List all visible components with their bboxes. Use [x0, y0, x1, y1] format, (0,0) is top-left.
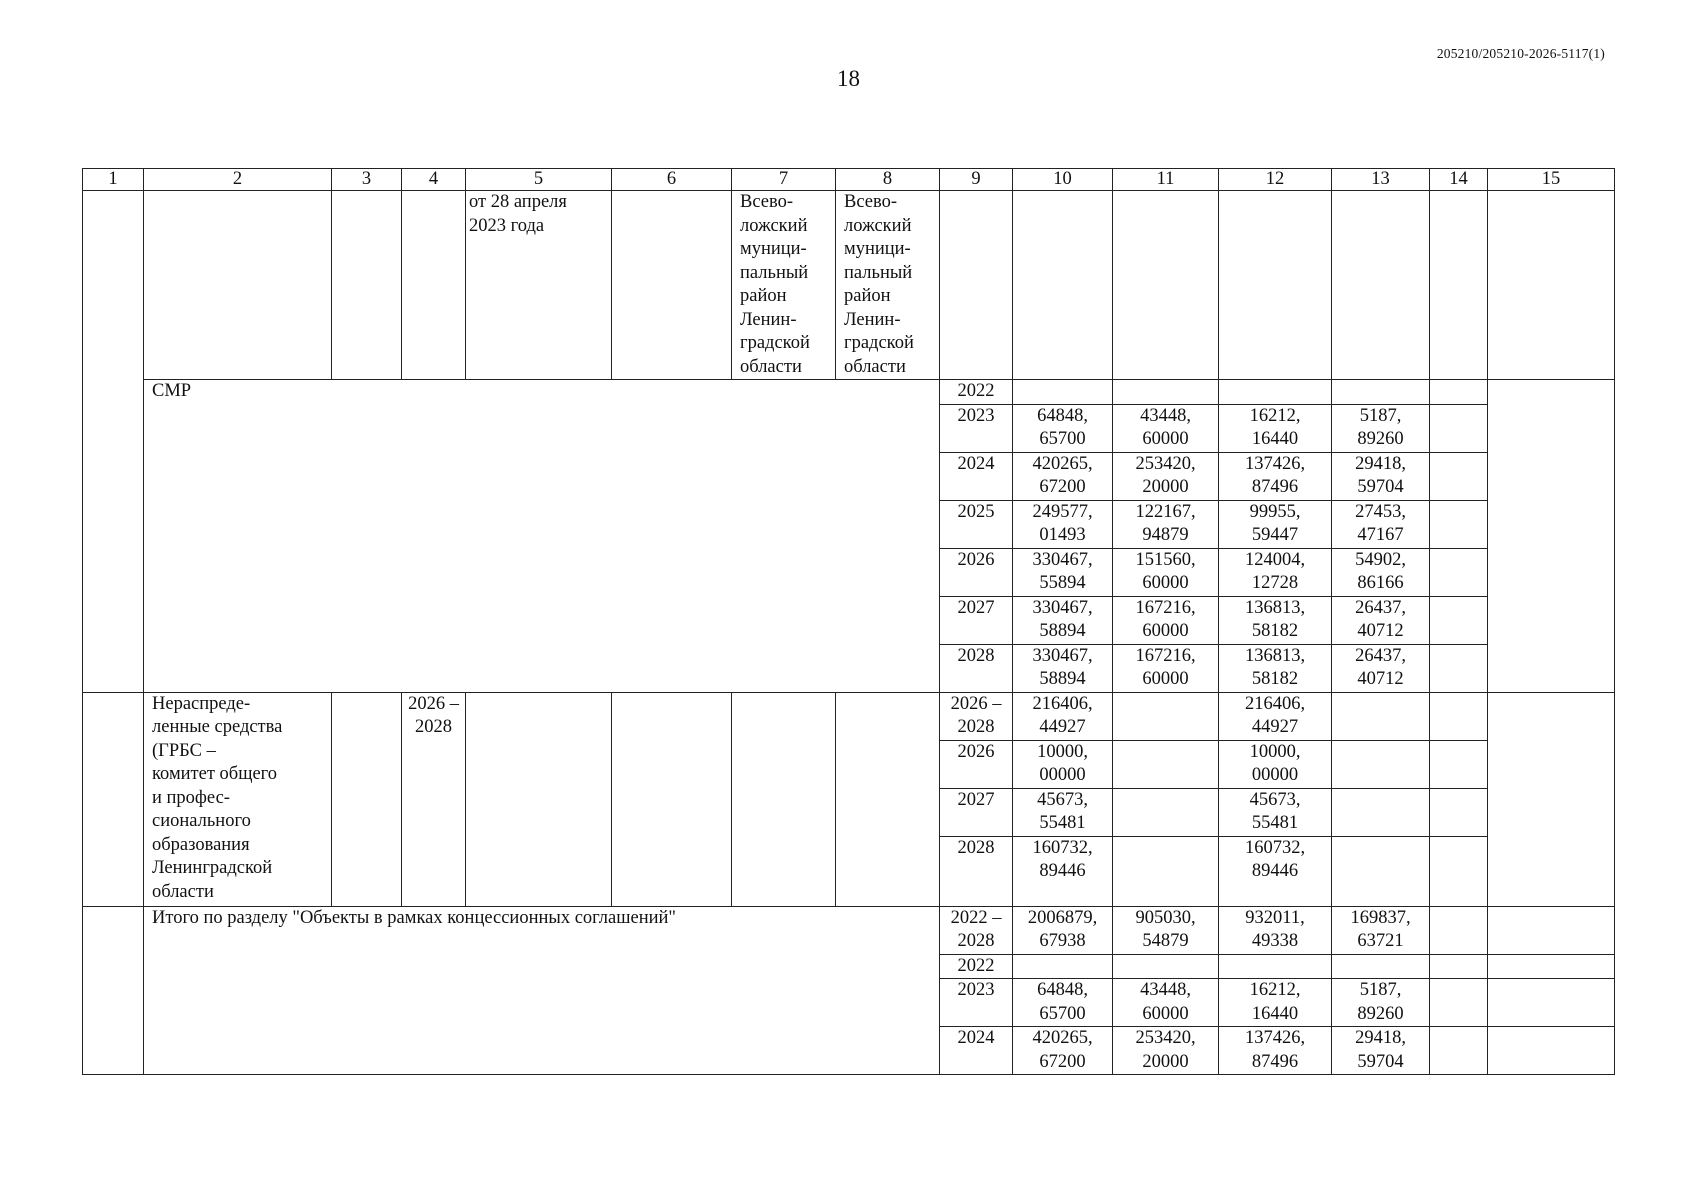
value-cell — [1332, 692, 1430, 740]
table-cell — [1113, 191, 1219, 380]
municipality-cell: Всево- ложский муници- пальный район Ленин- градской области — [836, 191, 940, 380]
table-cell — [1430, 596, 1488, 644]
year-cell: 2023 — [940, 404, 1013, 452]
value-cell — [1113, 788, 1219, 836]
year-cell: 2028 — [940, 644, 1013, 692]
value-cell: 167216, 60000 — [1113, 596, 1219, 644]
column-header: 13 — [1332, 169, 1430, 191]
value-cell — [1113, 954, 1219, 979]
year-cell: 2024 — [940, 452, 1013, 500]
value-cell: 905030, 54879 — [1113, 906, 1219, 954]
table-cell — [612, 692, 732, 906]
value-cell — [1113, 380, 1219, 405]
value-cell: 169837, 63721 — [1332, 906, 1430, 954]
table-cell — [1430, 788, 1488, 836]
column-header: 8 — [836, 169, 940, 191]
table-cell — [83, 191, 144, 693]
value-cell — [1332, 740, 1430, 788]
value-cell — [1332, 954, 1430, 979]
table-cell — [1332, 191, 1430, 380]
year-cell: 2028 — [940, 836, 1013, 906]
column-header: 3 — [332, 169, 402, 191]
value-cell: 330467, 58894 — [1013, 644, 1113, 692]
year-cell: 2027 — [940, 596, 1013, 644]
value-cell: 249577, 01493 — [1013, 500, 1113, 548]
column-header: 2 — [144, 169, 332, 191]
value-cell: 16212, 16440 — [1219, 979, 1332, 1027]
value-cell: 136813, 58182 — [1219, 596, 1332, 644]
table-cell — [332, 191, 402, 380]
table-cell — [1430, 644, 1488, 692]
value-cell — [1219, 380, 1332, 405]
table-cell — [732, 692, 836, 906]
table-cell — [1488, 1027, 1615, 1075]
value-cell: 64848, 65700 — [1013, 979, 1113, 1027]
table-cell — [1013, 191, 1113, 380]
value-cell — [1113, 692, 1219, 740]
year-cell: 2023 — [940, 979, 1013, 1027]
budget-table — [82, 168, 1615, 1075]
year-cell: 2022 — [940, 954, 1013, 979]
value-cell: 16212, 16440 — [1219, 404, 1332, 452]
table-cell — [1430, 548, 1488, 596]
value-cell: 160732, 89446 — [1219, 836, 1332, 906]
column-header: 6 — [612, 169, 732, 191]
document-code: 205210/205210-2026-5117(1) — [1436, 46, 1605, 61]
value-cell: 29418, 59704 — [1332, 452, 1430, 500]
value-cell: 99955, 59447 — [1219, 500, 1332, 548]
year-cell: 2024 — [940, 1027, 1013, 1075]
value-cell: 45673, 55481 — [1013, 788, 1113, 836]
table-cell — [1430, 1027, 1488, 1075]
table-cell — [83, 692, 144, 906]
year-cell: 2027 — [940, 788, 1013, 836]
value-cell: 27453, 47167 — [1332, 500, 1430, 548]
table-cell — [1430, 404, 1488, 452]
value-cell: 124004, 12728 — [1219, 548, 1332, 596]
page-number: 18 — [837, 66, 860, 91]
column-header: 10 — [1013, 169, 1113, 191]
smr-label: СМР — [144, 380, 940, 693]
value-cell: 45673, 55481 — [1219, 788, 1332, 836]
value-cell — [1013, 954, 1113, 979]
value-cell: 122167, 94879 — [1113, 500, 1219, 548]
value-cell: 54902, 86166 — [1332, 548, 1430, 596]
value-cell: 136813, 58182 — [1219, 644, 1332, 692]
value-cell: 5187, 89260 — [1332, 404, 1430, 452]
value-cell: 2006879, 67938 — [1013, 906, 1113, 954]
year-cell: 2022 — [940, 380, 1013, 405]
table-cell — [1430, 692, 1488, 740]
year-cell: 2026 — [940, 548, 1013, 596]
table-cell — [332, 692, 402, 906]
table-cell — [940, 191, 1013, 380]
value-cell — [1219, 954, 1332, 979]
value-cell: 330467, 58894 — [1013, 596, 1113, 644]
value-cell: 10000, 00000 — [1219, 740, 1332, 788]
column-header: 14 — [1430, 169, 1488, 191]
year-cell: 2026 – 2028 — [940, 692, 1013, 740]
value-cell: 137426, 87496 — [1219, 452, 1332, 500]
year-cell: 2025 — [940, 500, 1013, 548]
column-header: 9 — [940, 169, 1013, 191]
table-cell — [1430, 191, 1488, 380]
column-header: 5 — [466, 169, 612, 191]
table-cell — [402, 191, 466, 380]
column-number-row — [83, 169, 1615, 191]
value-cell: 29418, 59704 — [1332, 1027, 1430, 1075]
table-cell — [1488, 954, 1615, 979]
value-cell: 932011, 49338 — [1219, 906, 1332, 954]
table-cell — [1430, 452, 1488, 500]
value-cell: 160732, 89446 — [1013, 836, 1113, 906]
column-header: 11 — [1113, 169, 1219, 191]
value-cell: 420265, 67200 — [1013, 452, 1113, 500]
value-cell: 253420, 20000 — [1113, 452, 1219, 500]
value-cell — [1013, 380, 1113, 405]
value-cell: 167216, 60000 — [1113, 644, 1219, 692]
table-row — [83, 191, 1615, 380]
table-cell — [144, 191, 332, 380]
value-cell — [1332, 380, 1430, 405]
unallocated-funds-label: Нераспреде- ленные средства (ГРБС – комитет общего и профес- сионального образования Ленинградской области — [144, 692, 332, 906]
value-cell: 216406, 44927 — [1219, 692, 1332, 740]
table-cell — [612, 191, 732, 380]
value-cell: 151560, 60000 — [1113, 548, 1219, 596]
table-cell — [1488, 191, 1615, 380]
value-cell: 330467, 55894 — [1013, 548, 1113, 596]
value-cell: 420265, 67200 — [1013, 1027, 1113, 1075]
value-cell: 26437, 40712 — [1332, 644, 1430, 692]
year-cell: 2026 — [940, 740, 1013, 788]
value-cell: 10000, 00000 — [1013, 740, 1113, 788]
agreement-date: от 28 апреля 2023 года — [466, 191, 612, 380]
municipality-cell: Всево- ложский муници- пальный район Ленин- градской области — [732, 191, 836, 380]
value-cell: 26437, 40712 — [1332, 596, 1430, 644]
table-cell — [1430, 906, 1488, 954]
value-cell — [1113, 740, 1219, 788]
value-cell — [1113, 836, 1219, 906]
value-cell: 64848, 65700 — [1013, 404, 1113, 452]
table-row — [83, 906, 1615, 954]
column-header: 7 — [732, 169, 836, 191]
table-cell — [466, 692, 612, 906]
value-cell: 216406, 44927 — [1013, 692, 1113, 740]
table-row — [83, 692, 1615, 740]
table-row — [83, 380, 1615, 405]
table-cell — [1488, 380, 1615, 693]
value-cell — [1332, 836, 1430, 906]
table-cell — [1488, 906, 1615, 954]
table-cell — [1430, 380, 1488, 405]
value-cell: 253420, 20000 — [1113, 1027, 1219, 1075]
table-cell — [1488, 979, 1615, 1027]
column-header: 1 — [83, 169, 144, 191]
period-cell: 2026 – 2028 — [402, 692, 466, 906]
value-cell: 5187, 89260 — [1332, 979, 1430, 1027]
column-header: 4 — [402, 169, 466, 191]
table-cell — [1430, 954, 1488, 979]
table-cell — [1430, 500, 1488, 548]
table-cell — [1430, 979, 1488, 1027]
table-cell — [1430, 836, 1488, 906]
table-cell — [83, 906, 144, 1075]
year-cell: 2022 – 2028 — [940, 906, 1013, 954]
table-cell — [1488, 692, 1615, 906]
column-header: 15 — [1488, 169, 1615, 191]
table-cell — [836, 692, 940, 906]
value-cell: 137426, 87496 — [1219, 1027, 1332, 1075]
value-cell — [1332, 788, 1430, 836]
column-header: 12 — [1219, 169, 1332, 191]
table-cell — [1219, 191, 1332, 380]
value-cell: 43448, 60000 — [1113, 404, 1219, 452]
value-cell: 43448, 60000 — [1113, 979, 1219, 1027]
section-total-label: Итого по разделу "Объекты в рамках концессионных соглашений" — [144, 906, 940, 1075]
table-cell — [1430, 740, 1488, 788]
